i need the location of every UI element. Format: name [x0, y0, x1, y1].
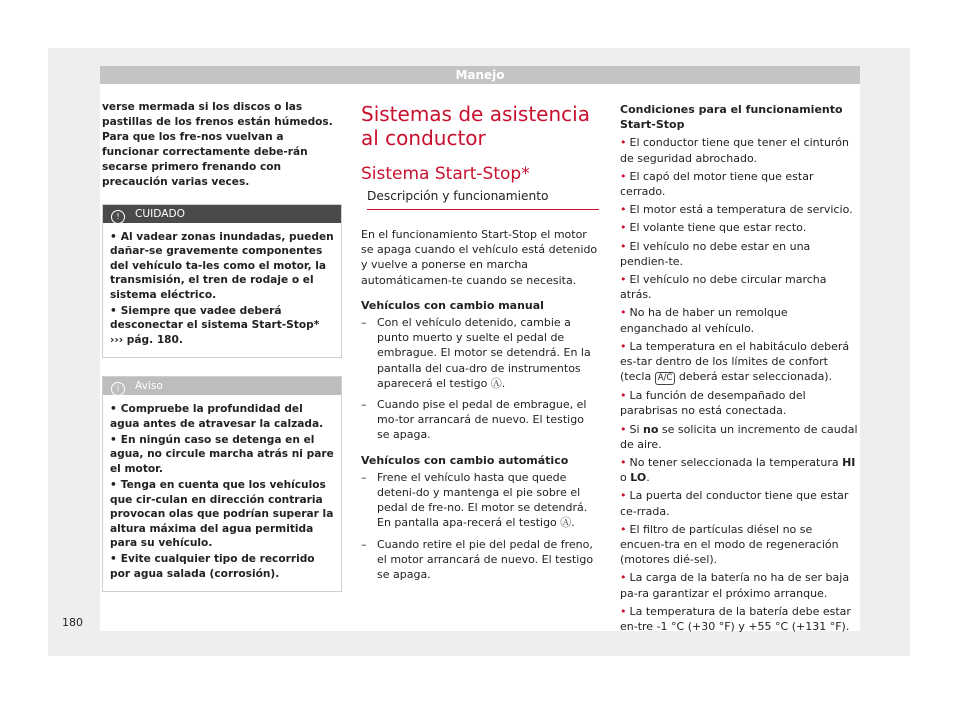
caution-label: CUIDADO	[135, 208, 185, 220]
condition-item: • El vehículo no debe circular marcha atrás.	[620, 273, 827, 302]
manual-heading: Vehículos con cambio manual	[361, 298, 544, 312]
manual-item: – Cuando pise el pedal de embrague, el mo-tor arrancará de nuevo. El testigo se apaga.	[361, 398, 587, 442]
condition-item: • El capó del motor tiene que estar cerrado.	[620, 169, 814, 199]
condition-item: • El volante tiene que estar recto.	[620, 221, 807, 235]
notice-item: • Compruebe la profundidad del agua antes de atravesar la calzada.	[110, 403, 324, 430]
caution-item: • Siempre que vadee deberá desconectar el sistema Start-Stop* ››› pág. 180.	[110, 305, 320, 346]
notice-header	[103, 377, 341, 395]
notice-body	[103, 395, 341, 591]
condition-item: • La carga de la batería no ha de ser baja pa-ra garantizar el próximo arranque.	[620, 571, 850, 600]
notice-label: Aviso	[135, 380, 163, 393]
condition-item-airflow: • Si no se solicita un incremento de caudal de aire.	[620, 422, 858, 451]
auto-item: – Cuando retire el pie del pedal de freno, el motor arrancará de nuevo. El testigo se apaga.	[361, 537, 594, 582]
ac-key: A/C	[655, 372, 676, 385]
condition-item: • La puerta del conductor tiene que estar ce-rrada.	[620, 489, 849, 518]
notice-item: • Evite cualquier tipo de recorrido por agua salada (corrosión).	[110, 553, 315, 580]
conditions-heading: Condiciones para el funcionamiento Start-Stop	[620, 103, 843, 132]
condition-item: • El motor está a temperatura de servicio.	[620, 203, 853, 217]
info-icon: i	[111, 382, 125, 396]
caution-box	[102, 204, 342, 358]
column-right	[620, 102, 858, 637]
caution-body	[103, 223, 341, 357]
intro-paragraph: En el funcionamiento Start-Stop el motor se apaga cuando el vehículo está detenido y vuelve a ponerse en marcha automáticamen-te cuando se necesita.	[361, 228, 598, 287]
notice-box	[102, 376, 342, 592]
column-middle	[361, 102, 599, 588]
auto-heading: Vehículos con cambio automático	[361, 453, 569, 467]
section-header: Manejo	[100, 66, 860, 84]
condition-item: • No ha de haber un remolque enganchado al vehículo.	[620, 306, 788, 335]
caution-item: • Al vadear zonas inundadas, pueden dañar-se gravemente componentes del vehículo ta-les como el motor, la transmisión, el tren de rodaje o el sistema eléctrico.	[110, 231, 334, 301]
auto-item: – Frene el vehículo hasta que quede deteni-do y mantenga el pie sobre el pedal de fre-no. El motor se detendrá. En pantalla apa-recerá el testigo Ⓐ.	[361, 470, 588, 530]
manual-item: – Con el vehículo detenido, cambie a punto muerto y suelte el pedal de embrague. El motor se detendrá. En la pantalla del cua-dro de instrumentos aparecerá el testigo Ⓐ.	[361, 316, 591, 390]
condition-item: • La función de desempañado del parabrisas no está conectada.	[620, 389, 806, 418]
condition-item: • La temperatura de la batería debe estar en-tre -1 °C (+30 °F) y +55 °C (+131 °F).	[620, 604, 851, 634]
chapter-title: Sistemas de asistencia al conductor	[361, 102, 590, 150]
notice-item: • En ningún caso se detenga en el agua, no circule marcha atrás ni pare el motor.	[110, 434, 334, 475]
caution-header	[103, 205, 341, 223]
section-title: Sistema Start-Stop*	[361, 164, 530, 184]
condition-item-temp: • No tener seleccionada la temperatura HI o LO.	[620, 456, 856, 485]
subsection-title: Descripción y funcionamiento	[367, 188, 599, 210]
condition-item: • El conductor tiene que tener el cinturón de seguridad abrochado.	[620, 136, 849, 165]
condition-item-ac: • La temperatura en el habitáculo deberá es-tar dentro de los límites de confort (tecla A/C deberá estar seleccionada).	[620, 339, 850, 384]
condition-item: • El vehículo no debe estar en una pendien-te.	[620, 239, 811, 268]
column-left	[102, 100, 342, 592]
page-number: 180	[62, 616, 83, 629]
warning-circle-icon: !	[111, 210, 125, 224]
condition-item: • El filtro de partículas diésel no se encuen-tra en el modo de regeneración (motores dié-sel).	[620, 522, 839, 567]
intro-text: verse mermada si los discos o las pastillas de los frenos están húmedos. Para que los fre-nos vuelvan a funcionar correctamente debe-rán secarse primero frenando con precaución varias veces.	[102, 101, 333, 188]
notice-item: • Tenga en cuenta que los vehículos que cir-culan en dirección contraria provocan olas que podrían superar la altura máxima del agua permitida para su vehículo.	[110, 479, 334, 549]
